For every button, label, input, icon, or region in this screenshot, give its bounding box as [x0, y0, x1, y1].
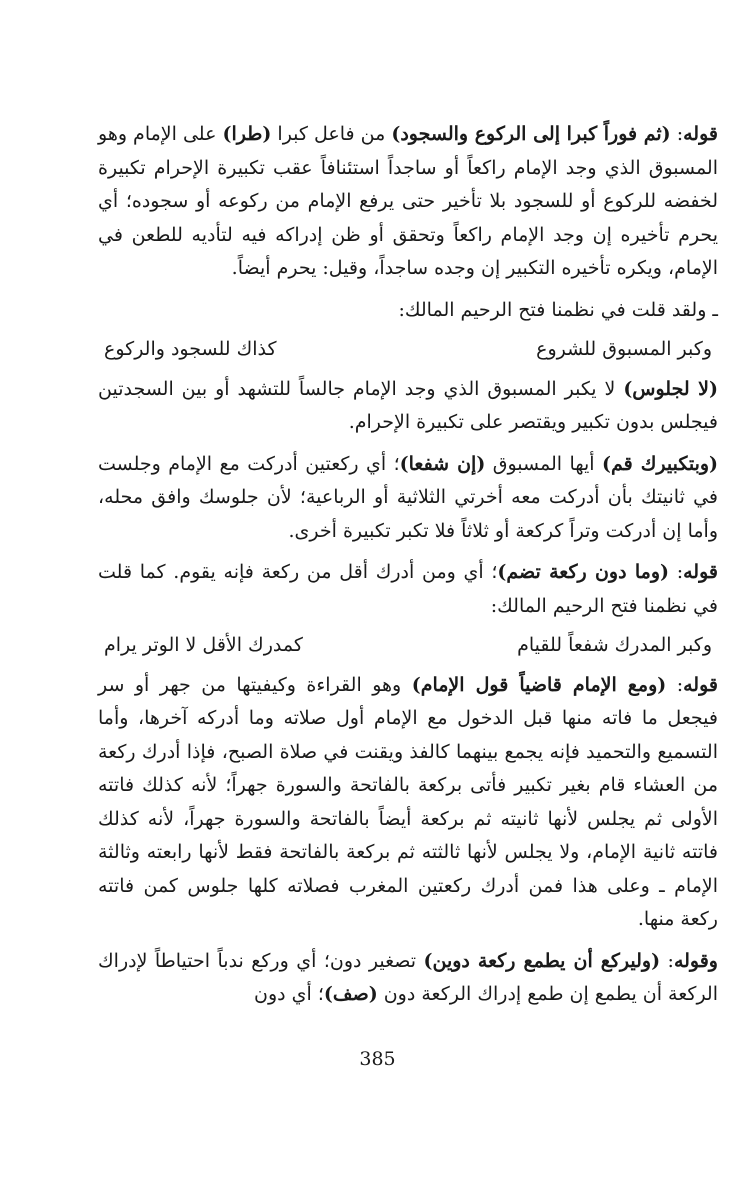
- paragraph-1: [98, 118, 718, 286]
- paragraph-text: لا يكبر المسبوق الذي وجد الإمام جالساً للتشهد أو بين السجدتين فيجلس بدون تكبير ويقتصر على تكبيرة الإحرام.: [98, 377, 718, 433]
- paragraph-5: [98, 556, 718, 623]
- page-body: [98, 118, 718, 1012]
- paragraph-text: ؛ أي ومن أدرك أقل من ركعة فإنه يقوم. كما قلت في نظمنا فتح الرحيم المالك:: [98, 561, 718, 617]
- paragraph-text: ؛ أي ركعتين أدركت مع الإمام وجلست في ثانيتك بأن أدركت معه أخرتي الثلاثية أو الرباعية؛ لأن جلوسك وافق محله، وأما إن أدركت وتراً كركعة أو ثلاثاً فلا تكبر تكبيرة أخرى.: [98, 452, 718, 542]
- quoted-phrase: (صف): [323, 983, 378, 1005]
- lemma-word: قوله: [683, 123, 718, 145]
- paragraph-3: [98, 373, 718, 440]
- quoted-phrase: (وليركع أن يطمع ركعة دوين): [423, 949, 661, 972]
- lemma-word: قوله: [683, 673, 718, 696]
- paragraph-4: [98, 448, 718, 549]
- verse-hemistich-right: وكبر المسبوق للشروع: [536, 338, 712, 360]
- paragraph-6: [98, 669, 718, 937]
- quoted-phrase: (وما دون ركعة تضم): [497, 561, 669, 583]
- paragraph-text: ؛ أي دون: [254, 983, 324, 1005]
- quoted-phrase: (إن شفعا): [399, 452, 486, 475]
- quoted-phrase: (وبتكبيرك قم): [602, 452, 719, 475]
- colon: :: [660, 949, 674, 972]
- quoted-phrase: (ومع الإمام قاضياً قول الإمام): [411, 673, 667, 696]
- verse-hemistich-right: وكبر المدرك شفعاً للقيام: [517, 634, 712, 656]
- paragraph-text: من فاعل كبرا: [271, 123, 392, 145]
- paragraph-text: على الإمام وهو المسبوق الذي وجد الإمام راكعاً أو ساجداً استئنافاً عقب تكبيرة الإحرام تكبيرة لخفضه للركوع أو للسجود بلا تأخير حتى يرفع الإمام من ركوعه أو سجوده؛ أي يحرم تأخيره إن وجد الإمام راكعاً وتحقق أو ظن إدراكه فيه لتأديه للطعن في الإمام، ويكره تأخيره التكبير إن وجده ساجداً، وقيل: يحرم أيضاً.: [98, 123, 718, 279]
- quoted-phrase: (طرا): [222, 123, 272, 145]
- quoted-phrase: (لا لجلوس): [623, 377, 718, 400]
- verse-hemistich-left: كمدرك الأقل لا الوتر يرام: [104, 634, 303, 656]
- quoted-phrase: (ثم فوراً كبرا إلى الركوع والسجود): [391, 123, 671, 145]
- colon: :: [669, 561, 684, 583]
- lemma-word: قوله: [683, 561, 718, 583]
- paragraph-2: ـ ولقد قلت في نظمنا فتح الرحيم المالك:: [398, 298, 718, 321]
- paragraph-7: [98, 945, 718, 1012]
- colon: :: [670, 123, 684, 145]
- paragraph-text: تصغير دون؛ أي وركع ندباً احتياطاً لإدراك الركعة أن يطمع إن طمع إدراك الركعة دون: [98, 949, 718, 1005]
- verse-line-2: [104, 629, 712, 663]
- verse-line-1: [104, 333, 712, 367]
- page-number: 385: [359, 1048, 396, 1070]
- paragraph-text: أيها المسبوق: [485, 452, 603, 475]
- lemma-word: وقوله: [673, 949, 718, 972]
- verse-hemistich-left: كذاك للسجود والركوع: [104, 338, 277, 360]
- paragraph-text: وهو القراءة وكيفيتها من جهر أو سر فيجعل ما فاته منها قبل الدخول مع الإمام أول صلاته وما أدركه آخرها، وأما التسميع والتحميد فإنه يجمع بينهما كالفذ ويقنت في صلاة الصبح، فإذا أدرك ركعة من العشاء قام بغير تكبير فأتى بركعة بالفاتحة والسورة جهراً؛ لأنه كذلك فاتته الأولى ثم يجلس لأنها ثانيته ثم بركعة أيضاً بالفاتحة والسورة جهراً، لأنه كذلك فاتته ثانية الإمام، ولا يجلس لأنها ثالثته ثم بركعة بالفاتحة فقط لأنها رابعته وثالثة الإمام ـ وعلى هذا فمن أدرك ركعتين المغرب فصلاته كلها جلوس كمن فاتته ركعة منها.: [98, 673, 718, 930]
- colon: :: [666, 673, 684, 696]
